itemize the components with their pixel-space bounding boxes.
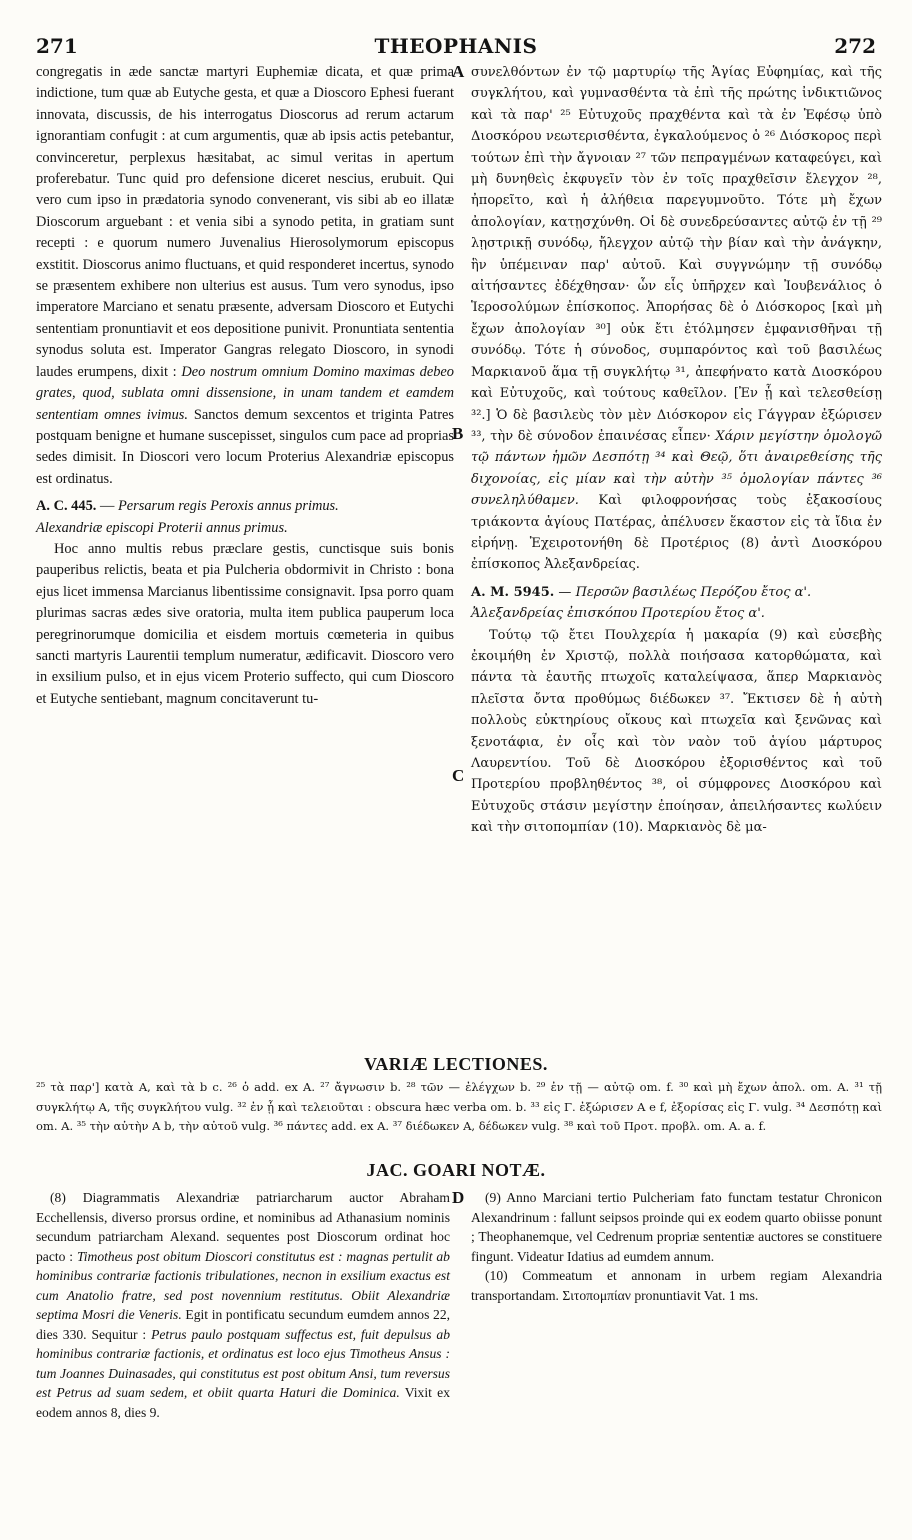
- latin-year-subheading: Alexandriæ episcopi Proterii annus primus.: [36, 519, 288, 536]
- greek-paragraph: Τούτῳ τῷ ἔτει Πουλχερία ἡ μακαρία (9) καὶ εὐσεβὴς ἐκοιμήθη ἐν Χριστῷ, πολλὰ ποιήσασα κατορθώματα, καὶ πάντα τὰ ἑαυτῆς πτωχοῖς καταλείψασα, ἅπερ Μαρκιανὸς πλεῖστα ὄντα προθύμως διέδωκεν ³⁷. Ἔκτισεν δὲ ἡ αὐτὴ πολλοὺς εὐκτηρίους οἴκους καὶ πτωχεῖα καὶ ξενῶνας καὶ ξενοτάφια, ἐν οἷς καὶ τὸν ναὸν τοῦ ἁγίου μάρτυρος Λαυρεντίου. Τοῦ δὲ Διοσκόρου ἐξορισθέντος καὶ τοῦ Προτερίου προβληθέντος ³⁸, οἱ σύμφρονες Διοσκόρου καὶ Εὐτυχοῦς στάσιν μεγίστην ἐποίησαν, ἀπειλήσαντες κωλύειν καὶ τὴν σιτοπομπίαν (10). Μαρκιανὸς δὲ μα-: [471, 627, 882, 836]
- greek-paragraph: συνελθόντων ἐν τῷ μαρτυρίῳ τῆς Ἁγίας Εὐφημίας, καὶ τῆς συγκλήτου, καὶ γυμνασθέντα τὰ ἐπὶ τῆς πρώτης ἰνδικτιῶνος καὶ τὰ παρ' ²⁵ Εὐτυχοῦς πραχθέντα καὶ τὰ ἐν Ἐφέσῳ ὑπὸ Διοσκόρου νεωτερισθέντα, ἐγκαλούμενος ὁ ²⁶ Διόσκορος περὶ τούτων ἐπὶ τὴν ἄγνοιαν ²⁷ τῶν πεπραγμένων καταφεύγει, καὶ μὴ δυνηθεὶς ἐκφυγεῖν τὸν ἐν τοῖς πραχθεῖσιν ἔλεγχον ²⁸, ἠπορεῖτο, καὶ ἡ ἀλήθεια παρεγυμνοῦτο. Τότε μὴ ἔχων ἀπολογίαν, κατῃσχύνθη. Οἱ δὲ συνεδρεύσαντες αὐτῷ ἐν τῇ ²⁹ λῃστρικῇ συνόδῳ, ἤλεγχον αὐτῷ τὴν βίαν καὶ τὴν ἀνάγκην, ἣν ὑπέμειναν παρ' αὐτοῦ. Καὶ συγγνώμην τῇ συνόδῳ αἰτήσαντες ἐδέχθησαν· ὧν εἷς ὑπῆρχεν καὶ Ἰουβενάλιος ὁ Ἱεροσολύμων ἐπίσκοπος. Ἀπορήσας δὲ ὁ Διόσκορος [καὶ μὴ ἔχων ἀπολογίαν ³⁰] οὐκ ἔτι ἐτόλμησεν ἐμφανισθῆναι τῇ συνόδῳ. Τότε ἡ σύνοδος, συμπαρόντος καὶ τοῦ βασιλέως Μαρκιανοῦ ἅμα τῇ συγκλήτῳ ³¹, ἀπεφήνατο κατὰ Διοσκόρου καὶ Εὐτυχοῦς, καὶ τούτους καθεῖλον. [Ἐν ᾗ καὶ τελεσθείσῃ ³².] Ὁ δὲ βασιλεὺς τὸν μὲν Διόσκορον εἰς Γάγγραν ἐξώρισεν ³³, τὴν δὲ σύνοδον ἐπαινέσας εἶπεν· Χάριν μεγίστην ὁμολογῶ τῷ πάντων ἡμῶν Δεσπότῃ ³⁴ καὶ Θεῷ, ὅτι ἀναιρεθείσης τῆς διχονοίας, εἰς μίαν καὶ τὴν αὐτὴν ³⁵ ὁμολογίαν πάντες ³⁶ συνεληλύθαμεν. Καὶ φιλοφρονήσας τοὺς ἑξακοσίους τριάκοντα ἁγίους Πατέρας, ἀπέλυσεν ἕκαστον εἰς τὰ ἴδια ἐν εἰρήνῃ. Ἐχειροτονήθη δὲ Προτέριος (8) ἀντὶ Διοσκόρου ἐπίσκοπος Ἀλεξανδρείας.: [471, 65, 882, 573]
- latin-paragraph: congregatis in æde sanctæ martyri Euphemiæ dicata, et quæ prima indictione, tum quæ ab Eutyche gesta, et quæ a Dioscoro Ephesi fuerant innovata, discussis, de his interrogatus Dioscorus ad rerum actarum ignorantiam confugit : at cum argumentis, quæ ab ipsis actis petebantur, convinceretur, perplexus hæsitabat, ac simul veritas in apertum proferebatur. Tunc quid pro defensione diceret nescius, erubuit. Qui vero cum ipso in prædatoria synodo convenerant, vis sibi ab eo illatæ Dioscorum arguebant : et venia sibi a synodo petita, in gratiam sunt recepti : e quorum numero Juvenalius Hierosolymorum episcopus exstitit. Dioscorus animo fluctuans, et quid responderet incertus, synodo se præsentem exhibere non ulterius est ausus. Tum vero synodus, ipso imperatore Marciano et senatu præsente, adversam Dioscoro et Eutychi sententiam pronuntiavit et eos depositione punivit. Pronuntiata sententia synodus soluta est. Imperator Gangras relegato Dioscoro, in synodi laudes erumpens, dixit : Deo nostrum omnium Domino maximas debeo grates, quod, sublata omni dissensione, in unam tandem et eamdem sententiam omnes ivimus. Sanctos demum sexcentos et triginta Patres postquam benigne et humane suscepisset, singulos cum pace ad proprias sedes dimisit. In Dioscori vero locum Proterius Alexandriæ episcopus est ordinatus.: [36, 64, 454, 487]
- greek-quote: Χάριν μεγίστην ὁμολογῶ τῷ πάντων ἡμῶν Δεσπότῃ ³⁴ καὶ Θεῷ, ὅτι ἀναιρεθείσης τῆς διχονοίας, εἰς μίαν καὶ τὴν αὐτὴν ³⁵ ὁμολογίαν πάντες ³⁶ συνεληλύθαμεν.: [471, 428, 882, 509]
- running-title: THEOPHANIS: [374, 34, 538, 58]
- latin-paragraph: Hoc anno multis rebus præclare gestis, cunctisque suis bonis pauperibus relictis, beata et pia Pulcheria obdormivit in Christo : bona ejus licet immensa Marcianus libentissime consignavit. Ipsa porro quam plurimas sacras ædes sive oratoria, multa item publica pauperum loca peregrinorumque domicilia et eisdem mortuis cœmeteria in quibus sancti martyris Laurentii templum numeratur, ædificavit. Dioscoro vero in exsilium pulso, et in ejus vicem Proterio suffecto, qui cum Dioscoro et Eutyche sentiebant, magnum concitaverunt tu-: [36, 540, 454, 707]
- notae-title: JAC. GOARI NOTÆ.: [366, 1160, 546, 1180]
- greek-column: [471, 62, 882, 839]
- note-10: (10) Commeatum et annonam in urbem regiam Alexandria transportandam. Σιτοπομπίαν pronuntiavit Vat. 1 ms.: [471, 1268, 882, 1303]
- note-8: (8) Diagrammatis Alexandriæ patriarcharum auctor Abraham Ecchellensis, diverso prorsus ordine, et nominibus ad Athanasium nominis secundum patriarcham Alexand. sequentes post Dioscorum ordinat hoc pacto : Timotheus post obitum Dioscori constitutus est : magnas pertulit ab hominibus contrariæ factionis tribulationes, necnon in exsilium exactus est cum Anatolio fratre, sed post novennium restitutus. Obiit Alexandriæ septima Mosri die Veneris. Egit in pontificatu secundum eumdem annos 22, dies 330. Sequitur : Petrus paulo postquam suffectus est, fuit depulsus ab hominibus contrariæ factionis, et ordinatus est loco ejus Timotheus Ansus : tum Joannes Duinasades, qui constitutus est post obitum Ansi, tum reversus est Petrus ad suam sedem, et obiit quarta Haturi die Dominica. Vixit ex eodem annos 8, dies 9.: [36, 1190, 451, 1420]
- margin-marker-c: C: [452, 766, 465, 785]
- greek-year-heading: A. M. 5945. — Περσῶν βασιλέως Περόζου ἔτος α'.: [471, 584, 812, 600]
- notae-left-column: [36, 1188, 450, 1422]
- latin-year-heading: A. C. 445. — Persarum regis Peroxis annus primus.: [36, 498, 339, 515]
- notae-right-column: [471, 1188, 882, 1305]
- margin-marker-d: D: [452, 1188, 465, 1207]
- variae-lectiones: [36, 1078, 882, 1137]
- page-number-right: 272: [834, 34, 876, 58]
- latin-quote: Deo nostrum omnium Domino maximas debeo grates, quod, sublata omni dissensione, in unam tandem et eamdem sententiam omnes ivimus.: [36, 363, 454, 423]
- margin-marker-b: B: [452, 424, 464, 443]
- variae-lectiones-title: VARIÆ LECTIONES.: [364, 1054, 548, 1074]
- margin-marker-a: A: [452, 62, 465, 81]
- page-header: [36, 34, 876, 58]
- greek-year-subheading: Ἀλεξανδρείας ἐπισκόπου Προτερίου ἔτος α'.: [471, 606, 765, 622]
- note-9: (9) Anno Marciani tertio Pulcheriam fato functam testatur Chronicon Alexandrinum : fallunt seipsos proinde qui ex eodem quarto obiisse ponunt ; Theophanemque, vel Cedrenum propriæ sententiæ auctores se constituere fingunt. Videatur Idatius ad eumdem annum.: [471, 1190, 882, 1264]
- latin-column: [36, 62, 454, 710]
- variae-text: ²⁵ τὰ παρ'] κατὰ A, καὶ τὰ b c. ²⁶ ὁ add. ex A. ²⁷ ἄγνωσιν b. ²⁸ τῶν — ἐλέγχων b. ²⁹ ἐν τῇ — αὐτῷ om. f. ³⁰ καὶ μὴ ἔχων ἀπολ. om. A. ³¹ τῇ συγκλήτῳ A, τῆς συγκλήτου vulg. ³² ἐν ᾗ καὶ τελειοῦται : obscura hæc verba om. b. ³³ εἰς Γ. ἐξώρισεν A e f, ἐξορίσας εἰς Γ. vulg. ³⁴ Δεσπότῃ καὶ om. A. ³⁵ τὴν αὐτὴν A b, τὴν αὐτοῦ vulg. ³⁶ πάντες add. ex A. ³⁷ διέδωκεν A, δέδωκεν vulg. ³⁸ καὶ τοῦ Προτ. προβλ. om. A. a. f.: [36, 1080, 882, 1133]
- page-number-left: 271: [36, 34, 78, 58]
